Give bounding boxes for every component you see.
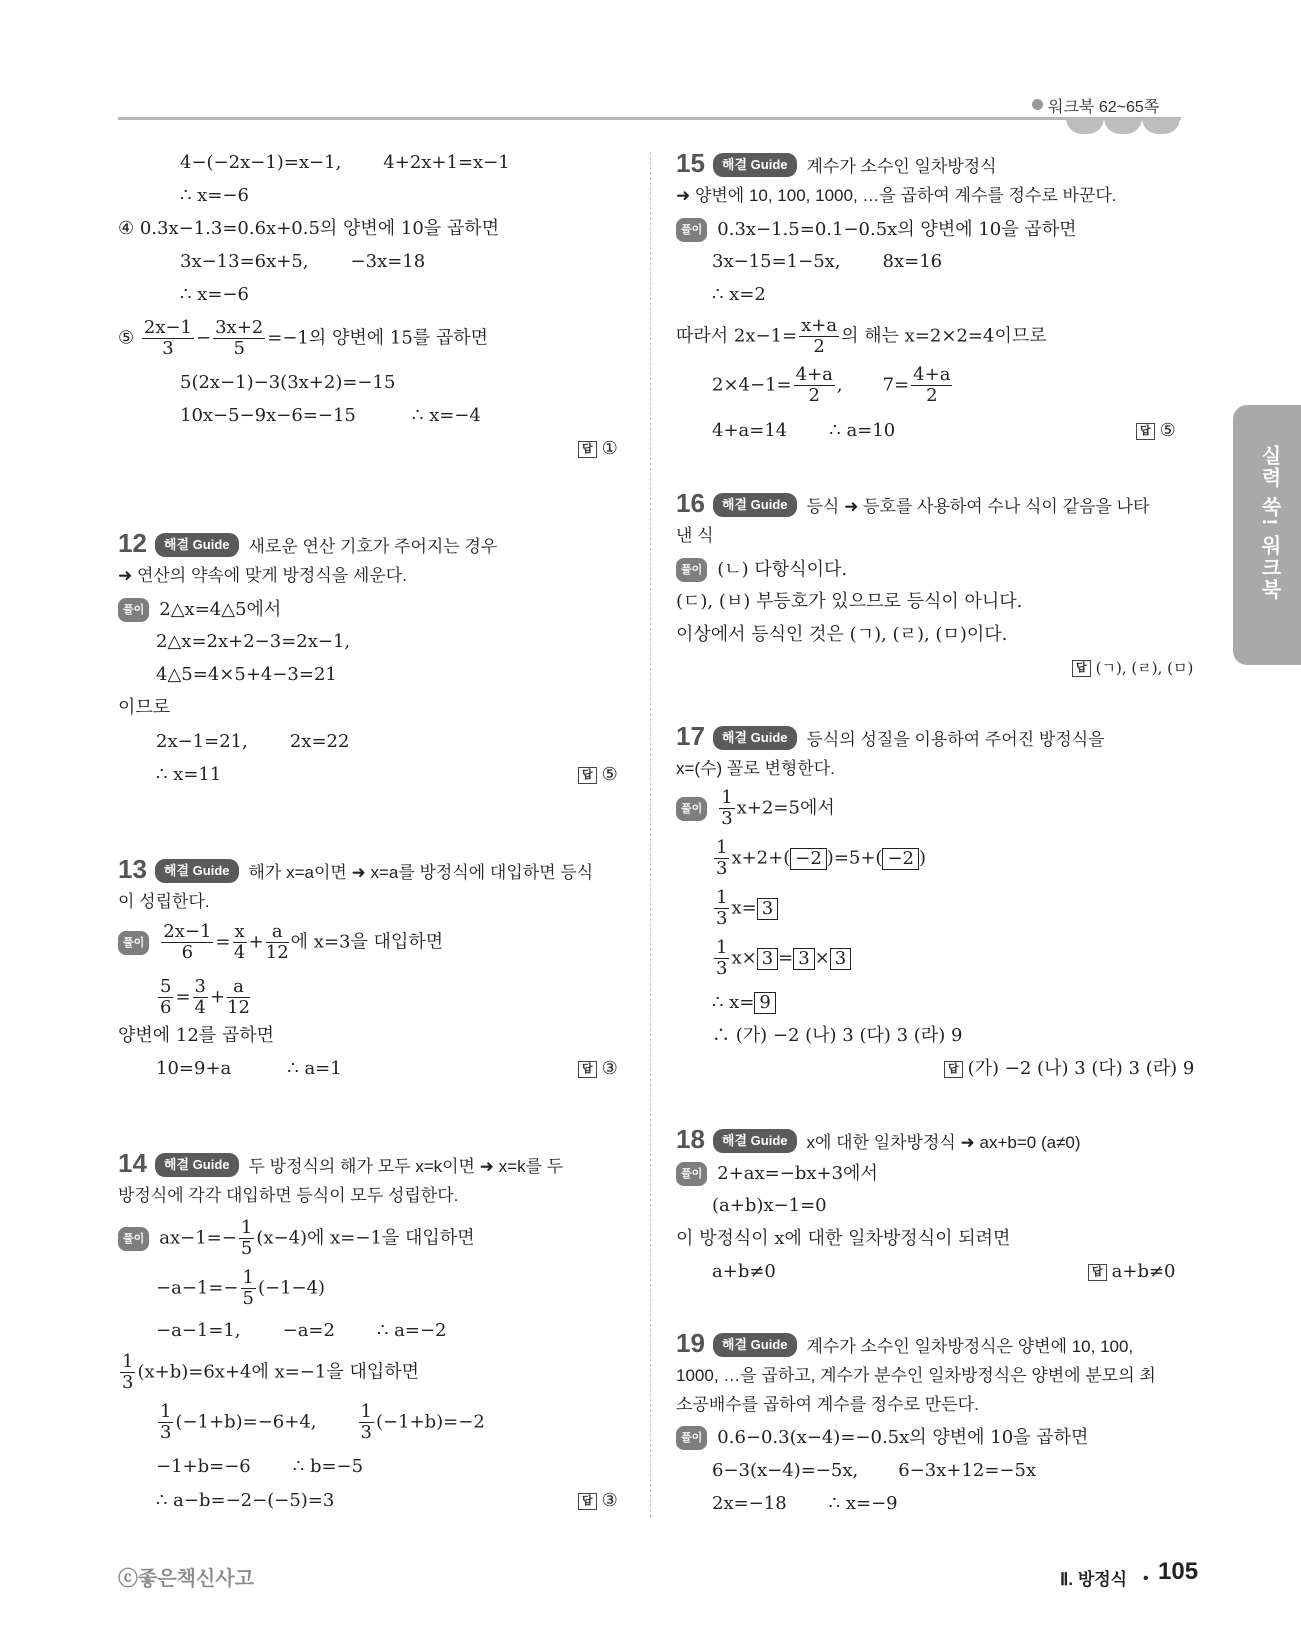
problem-number: 18 [676,1124,705,1154]
p12-line: 이므로 [118,697,171,718]
p19-line: 풀이 0.6−0.3(x−4)=−0.5x의 양변에 10을 곱하면 [676,1426,1088,1450]
p13-answer: 답 ③ [578,1058,618,1080]
p11-line: ∴ x=−6 [180,185,249,206]
solution-badge: 풀이 [676,218,707,242]
header-scallop-decoration [1066,118,1104,134]
answer-box: 9 [754,992,775,1014]
answer-badge: 답 [944,1061,963,1078]
p18-header: 18 해결 Guide x에 대한 일차방정식 ➜ ax+b=0 (a≠0) [676,1124,1081,1154]
fraction: $\frac{5}{6}$ [160,976,172,1018]
p17-header: 17 해결 Guide 등식의 성질을 이용하여 주어진 방정식을 [676,721,1105,751]
p13-guide-text: 이 성립한다. [118,892,210,911]
p15-guide-text: ➜ 양변에 10, 100, 1000, …을 곱하여 계수를 정수로 바꾼다. [676,186,1117,205]
p17-answer: 답 (가) −2 (나) 3 (다) 3 (라) 9 [944,1058,1194,1080]
fraction: $\frac{1}{3}$ [122,1351,134,1393]
guide-badge: 해결 Guide [713,153,797,177]
fraction: $\frac{a}{12}$ [265,921,289,963]
p14-line: $\frac{1}{3}$ (x+b)=6x+4에 x=−1을 대입하면 [122,1351,420,1393]
answer-badge: 답 [578,1493,597,1510]
p14-line: −1+b=−6 ∴ b=−5 [156,1456,364,1477]
p15-line: ∴ x=2 [712,284,766,305]
guide-badge: 해결 Guide [155,1153,239,1177]
p19-guide-text: 소공배수를 곱하여 계수를 정수로 만든다. [676,1395,979,1414]
guide-badge: 해결 Guide [713,1129,797,1153]
side-section-tab [1233,405,1301,665]
p18-line: (a+b)x−1=0 [712,1195,827,1216]
p12-header: 12 해결 Guide 새로운 연산 기호가 주어지는 경우 [118,528,498,558]
answer-badge: 답 [578,1061,597,1078]
fraction: $\frac{4+a}{2}$ [913,364,951,406]
p18-line: 이 방정식이 x에 대한 일차방정식이 되려면 [676,1228,1011,1249]
p17-line: $\frac{1}{3}$ x= 3 [712,888,778,929]
p19-line: 2x=−18 ∴ x=−9 [712,1493,898,1514]
p15-line: 2×4−1= $\frac{4+a}{2}$ , 7= $\frac{4+a}{2}$ [712,364,951,406]
p13-line: $\frac{5}{6}$ = $\frac{3}{4}$ + $\frac{a}{12}$ [160,976,250,1018]
solution-badge: 풀이 [118,931,149,955]
p11-line: 3x−13=6x+5, −3x=18 [180,251,426,272]
p14-guide-text: 방정식에 각각 대입하면 등식이 모두 성립한다. [118,1186,459,1205]
p12-line: 풀이 2△x=4△5에서 [118,598,281,622]
p12-line: 2x−1=21, 2x=22 [156,731,350,752]
p15-header: 15 해결 Guide 계수가 소수인 일차방정식 [676,148,997,178]
footer-separator: • [1143,1570,1149,1587]
p18-answer: 답 a+b≠0 [1088,1261,1176,1283]
p15-line: 따라서 2x−1= $\frac{x+a}{2}$ 의 해는 x=2×2=4이므로 [676,315,1047,357]
p14-line: 풀이 ax−1=− $\frac{1}{5}$ (x−4)에 x=−1을 대입하면 [118,1218,475,1259]
fraction: $\frac{x}{4}$ [233,921,246,963]
p14-line: ∴ a−b=−2−(−5)=3 [156,1490,335,1511]
column-divider [650,152,651,1517]
answer-badge: 답 [1136,423,1155,440]
fraction: $\frac{1}{5}$ [240,1217,253,1259]
p16-answer: 답 (ㄱ), (ㄹ), (ㅁ) [1072,657,1193,679]
answer-box: −2 [882,848,919,870]
p12-line: 4△5=4×5+4−3=21 [156,664,337,685]
p11-line: 5(2x−1)−3(3x+2)=−15 [180,372,396,393]
solution-badge: 풀이 [118,598,149,622]
header-scallop-decoration [1104,118,1142,134]
answer-badge: 답 [578,767,597,784]
answer-box: 3 [757,948,778,970]
p18-line: a+b≠0 [712,1261,776,1282]
fraction: $\frac{1}{3}$ [716,937,728,979]
answer-badge: 답 [1072,660,1091,677]
problem-number: 14 [118,1148,147,1178]
fraction: $\frac{1}{5}$ [242,1267,254,1309]
p16-header: 16 해결 Guide 등식 ➜ 등호를 사용하여 수나 식이 같음을 나타 [676,488,1150,518]
workbook-page-reference: 워크북 62~65쪽 [1048,99,1160,116]
p17-line: ∴ x= 9 [712,992,776,1014]
header-scallop-decoration [1142,118,1180,134]
p13-line: 풀이 $\frac{2x-1}{6}$ = $\frac{x}{4}$ + $\frac{a}{12}$ 에 x=3을 대입하면 [118,922,443,963]
p14-answer: 답 ③ [578,1490,618,1512]
p11-answer: 답 ① [578,438,618,460]
p16-line: 이상에서 등식인 것은 (ㄱ), (ㄹ), (ㅁ)이다. [676,624,1008,645]
solution-badge: 풀이 [676,558,707,582]
p17-guide-text: x=(수) 꼴로 변형한다. [676,759,835,778]
fraction: $\frac{3x+2}{5}$ [215,317,264,359]
p16-guide-text: 낸 식 [676,526,714,545]
p18-line: 풀이 2+ax=−bx+3에서 [676,1162,878,1186]
guide-badge: 해결 Guide [713,726,797,750]
header-rule [118,117,1181,120]
problem-number: 12 [118,528,147,558]
p12-line: 2△x=2x+2−3=2x−1, [156,631,351,652]
answer-box: 3 [757,898,778,920]
p14-line: −a−1=− $\frac{1}{5}$ (−1−4) [156,1267,326,1309]
fraction: $\frac{x+a}{2}$ [801,315,838,357]
p12-guide-text: ➜ 연산의 약속에 맞게 방정식을 세운다. [118,566,407,585]
fraction: $\frac{2x-1}{3}$ [143,317,193,359]
p19-guide-text: 1000, …을 곱하고, 계수가 분수인 일차방정식은 양변에 분모의 최 [676,1366,1156,1385]
guide-badge: 해결 Guide [155,859,239,883]
header-bullet-icon [1032,99,1043,110]
p17-line: $\frac{1}{3}$ x+2+( −2 )=5+( −2 ) [716,837,927,879]
answer-box: −2 [790,848,827,870]
answer-box: 3 [830,948,851,970]
side-tab-label: 실력 쑥! 워크북 [1258,445,1280,601]
solution-badge: 풀이 [676,1426,707,1450]
p12-answer: 답 ⑤ [578,764,618,786]
fraction: $\frac{1}{3}$ [716,837,728,879]
p15-line: 4+a=14 ∴ a=10 [712,420,896,441]
p13-line: 10=9+a ∴ a=1 [156,1058,342,1079]
problem-number: 13 [118,854,147,884]
fraction: $\frac{a}{12}$ [227,976,250,1018]
guide-badge: 해결 Guide [713,493,797,517]
guide-badge: 해결 Guide [155,533,239,557]
publisher-logo: ⓒ좋은책신사고 [118,1568,254,1590]
p13-header: 13 해결 Guide 해가 x=a이면 ➜ x=a를 방정식에 대입하면 등식 [118,854,594,884]
fraction: $\frac{1}{3}$ [721,787,733,829]
solution-badge: 풀이 [676,1162,707,1186]
problem-number: 19 [676,1328,705,1358]
p11-line: 10x−5−9x−6=−15 ∴ x=−4 [180,405,481,426]
fraction: $\frac{4+a}{2}$ [795,364,833,406]
problem-number: 16 [676,488,705,518]
p13-line: 양변에 12를 곱하면 [118,1025,275,1046]
fraction: $\frac{2x-1}{6}$ [163,921,212,963]
fraction: $\frac{1}{3}$ [360,1401,372,1443]
p17-line: ∴ (가) −2 (나) 3 (다) 3 (라) 9 [712,1025,963,1046]
p11-line: ④ 0.3x−1.3=0.6x+0.5의 양변에 10을 곱하면 [118,218,500,239]
p14-line: $\frac{1}{3}$ (−1+b)=−6+4, $\frac{1}{3}$ (−1+b)=−2 [160,1401,485,1443]
p15-answer: 답 ⑤ [1136,420,1176,442]
p17-line: $\frac{1}{3}$ x× 3 = 3 × 3 [712,938,851,979]
p15-line: 3x−15=1−5x, 8x=16 [712,251,943,272]
problem-number: 15 [676,148,705,178]
p12-line: ∴ x=11 [156,764,222,785]
problem-number: 17 [676,721,705,751]
p19-header: 19 해결 Guide 계수가 소수인 일차방정식은 양변에 10, 100, [676,1328,1134,1358]
p16-line: 풀이 (ㄴ) 다항식이다. [676,558,847,582]
fraction: $\frac{1}{3}$ [716,887,728,929]
solution-badge: 풀이 [118,1227,149,1251]
answer-box: 3 [793,948,814,970]
chapter-title: Ⅱ. 방정식 [1060,1570,1128,1589]
p16-line: (ㄷ), (ㅂ) 부등호가 있으므로 등식이 아니다. [676,591,1023,612]
fraction: $\frac{3}{4}$ [194,976,206,1018]
p11-line: ∴ x=−6 [180,284,249,305]
answer-badge: 답 [578,441,597,458]
fraction: $\frac{1}{3}$ [160,1401,172,1443]
p17-line: 풀이 $\frac{1}{3}$ x+2=5에서 [676,788,835,829]
guide-badge: 해결 Guide [713,1333,797,1357]
page-number: 105 [1158,1558,1199,1585]
p14-line: −a−1=1, −a=2 ∴ a=−2 [156,1320,447,1341]
p11-line: 4−(−2x−1)=x−1, 4+2x+1=x−1 [180,152,510,173]
p14-header: 14 해결 Guide 두 방정식의 해가 모두 x=k이면 ➜ x=k를 두 [118,1148,564,1178]
solution-badge: 풀이 [676,797,707,821]
p15-line: 풀이 0.3x−1.5=0.1−0.5x의 양변에 10을 곱하면 [676,218,1077,242]
p19-line: 6−3(x−4)=−5x, 6−3x+12=−5x [712,1460,1037,1481]
p11-fraction-line: ⑤ $\frac{2x-1}{3}$ − $\frac{3x+2}{5}$ =−1의 양변에 15를 곱하면 [118,317,489,359]
answer-badge: 답 [1088,1264,1107,1281]
